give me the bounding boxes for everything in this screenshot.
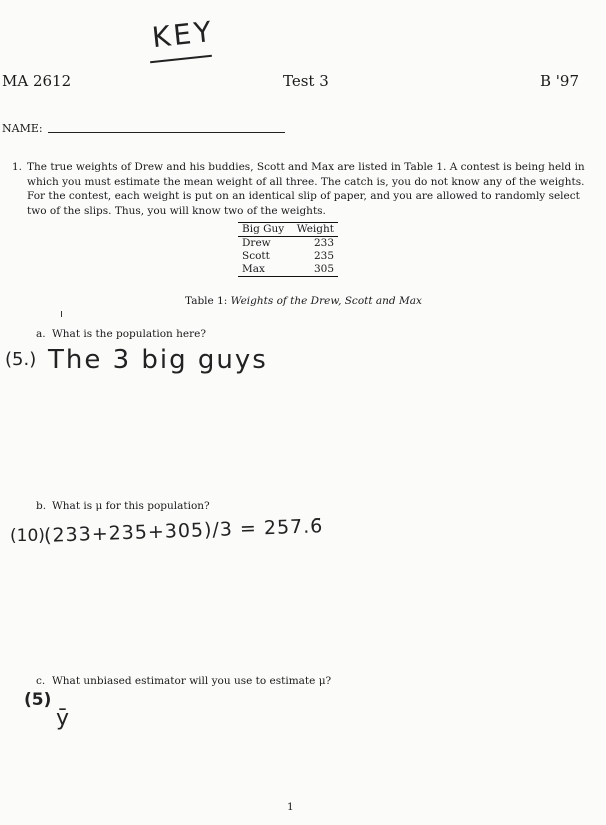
question-number: 1. bbox=[12, 161, 23, 173]
table-cell: 305 bbox=[291, 263, 338, 277]
table-cell: Drew bbox=[242, 237, 271, 249]
table-row bbox=[238, 250, 338, 263]
table-caption bbox=[185, 294, 422, 309]
table-cell: Scott bbox=[242, 250, 270, 262]
term-label: B '97 bbox=[540, 72, 580, 90]
name-label: NAME: bbox=[2, 122, 43, 135]
course-code: MA 2612 bbox=[2, 72, 72, 90]
name-line bbox=[48, 132, 285, 133]
question-text: The true weights of Drew and his buddies, Scott and Max are listed in Table 1. A contest is being held in which you must estimate the mean weight of all three. The catch is, you do not know any of the weights. For the contest, each weight is put on an identical slip of paper, and you are allowed to randomly select two of the slips. Thus, you will know two of the weights. bbox=[27, 161, 585, 217]
weights-table bbox=[238, 222, 338, 277]
pen-mark bbox=[61, 311, 62, 317]
table-row bbox=[238, 237, 338, 251]
column-header: Weight bbox=[291, 223, 338, 237]
part-b-points: (10) bbox=[10, 526, 45, 546]
part-b-label: b. bbox=[36, 500, 47, 512]
part-c-points: (5) bbox=[24, 690, 52, 710]
answer-key-mark: KEY bbox=[150, 14, 216, 55]
part-b-question: What is μ for this population? bbox=[52, 500, 210, 512]
table-cell: Max bbox=[238, 263, 291, 277]
page-number: 1 bbox=[287, 801, 294, 813]
part-b-answer: (233+235+305)/3 = 257.6̄ bbox=[43, 515, 324, 547]
column-header: Big Guy bbox=[238, 223, 291, 237]
table-cell: 233 bbox=[313, 237, 334, 249]
caption-title: Weights of the Drew, Scott and Max bbox=[230, 295, 422, 307]
part-a-answer: The 3 big guys bbox=[48, 345, 268, 375]
table-row bbox=[238, 263, 338, 277]
part-a-points: (5.) bbox=[5, 349, 37, 370]
caption-prefix: Table 1: bbox=[185, 295, 228, 307]
table-cell: 235 bbox=[313, 250, 334, 262]
key-underline bbox=[150, 55, 212, 63]
part-c-label: c. bbox=[36, 675, 46, 687]
part-c-answer: ȳ bbox=[56, 706, 70, 731]
part-c-question: What unbiased estimator will you use to estimate μ? bbox=[52, 675, 332, 687]
part-a-label: a. bbox=[36, 328, 46, 340]
test-title: Test 3 bbox=[283, 72, 329, 90]
table-header-row bbox=[238, 223, 338, 237]
part-a-question: What is the population here? bbox=[52, 328, 206, 340]
